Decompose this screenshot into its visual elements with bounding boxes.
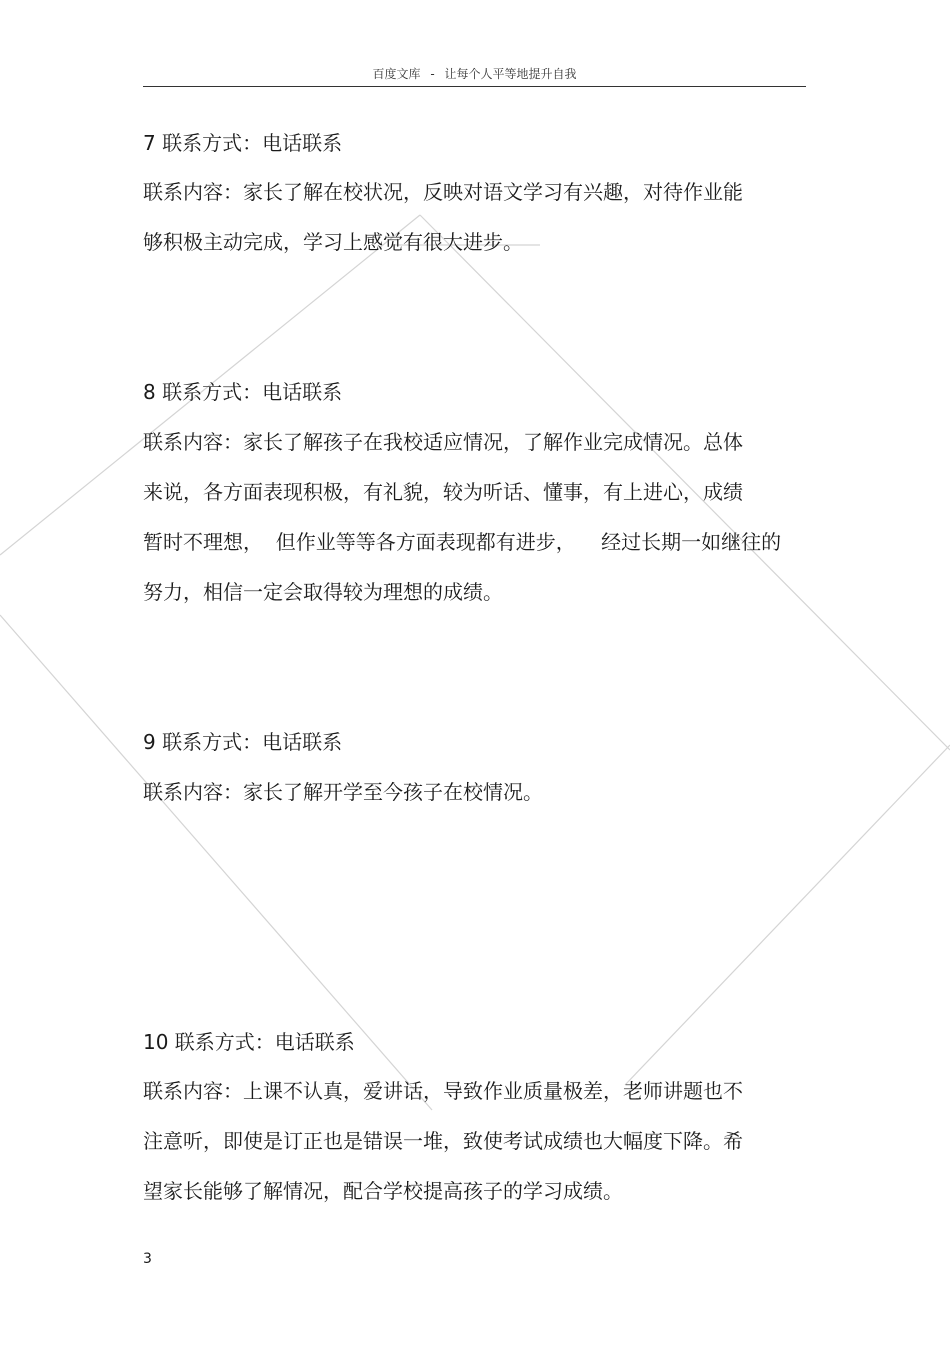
record-10-content-line-3: 望家长能够了解情况，配合学校提高孩子的学习成绩。	[143, 1179, 623, 1203]
record-7-method: 7 联系方式：电话联系	[143, 131, 343, 155]
record-10-content-line-1: 联系内容：上课不认真，爱讲话，导致作业质量极差，老师讲题也不	[143, 1079, 743, 1103]
record-8-method: 8 联系方式：电话联系	[143, 380, 343, 404]
record-9-content-line-1: 联系内容：家长了解开学至今孩子在校情况。	[143, 780, 543, 804]
header-site-name: 百度文库	[372, 67, 421, 81]
record-8-content-line-1: 联系内容：家长了解孩子在我校适应情况，了解作业完成情况。总体	[143, 430, 743, 454]
record-10-content-line-2: 注意听，即使是订正也是错误一堆，致使考试成绩也大幅度下降。希	[143, 1129, 743, 1153]
header-slogan: 让每个人平等地提升自我	[444, 67, 577, 81]
record-7-content-line-1: 联系内容：家长了解在校状况，反映对语文学习有兴趣，对待作业能	[143, 180, 743, 204]
record-8-content-line-4: 努力，相信一定会取得较为理想的成绩。	[143, 580, 503, 604]
record-9-method: 9 联系方式：电话联系	[143, 730, 343, 754]
record-10-method: 10 联系方式：电话联系	[143, 1030, 355, 1054]
header-separator: -	[430, 67, 435, 81]
record-8-content-line-2: 来说，各方面表现积极，有礼貌，较为听话、懂事，有上进心，成绩	[143, 480, 743, 504]
page-number: 3	[143, 1251, 152, 1267]
record-7-content-line-2: 够积极主动完成，学习上感觉有很大进步。	[143, 230, 523, 254]
page-header	[143, 67, 806, 87]
record-8-content-line-3: 暂时不理想， 但作业等等各方面表现都有进步， 经过长期一如继往的	[143, 530, 782, 554]
